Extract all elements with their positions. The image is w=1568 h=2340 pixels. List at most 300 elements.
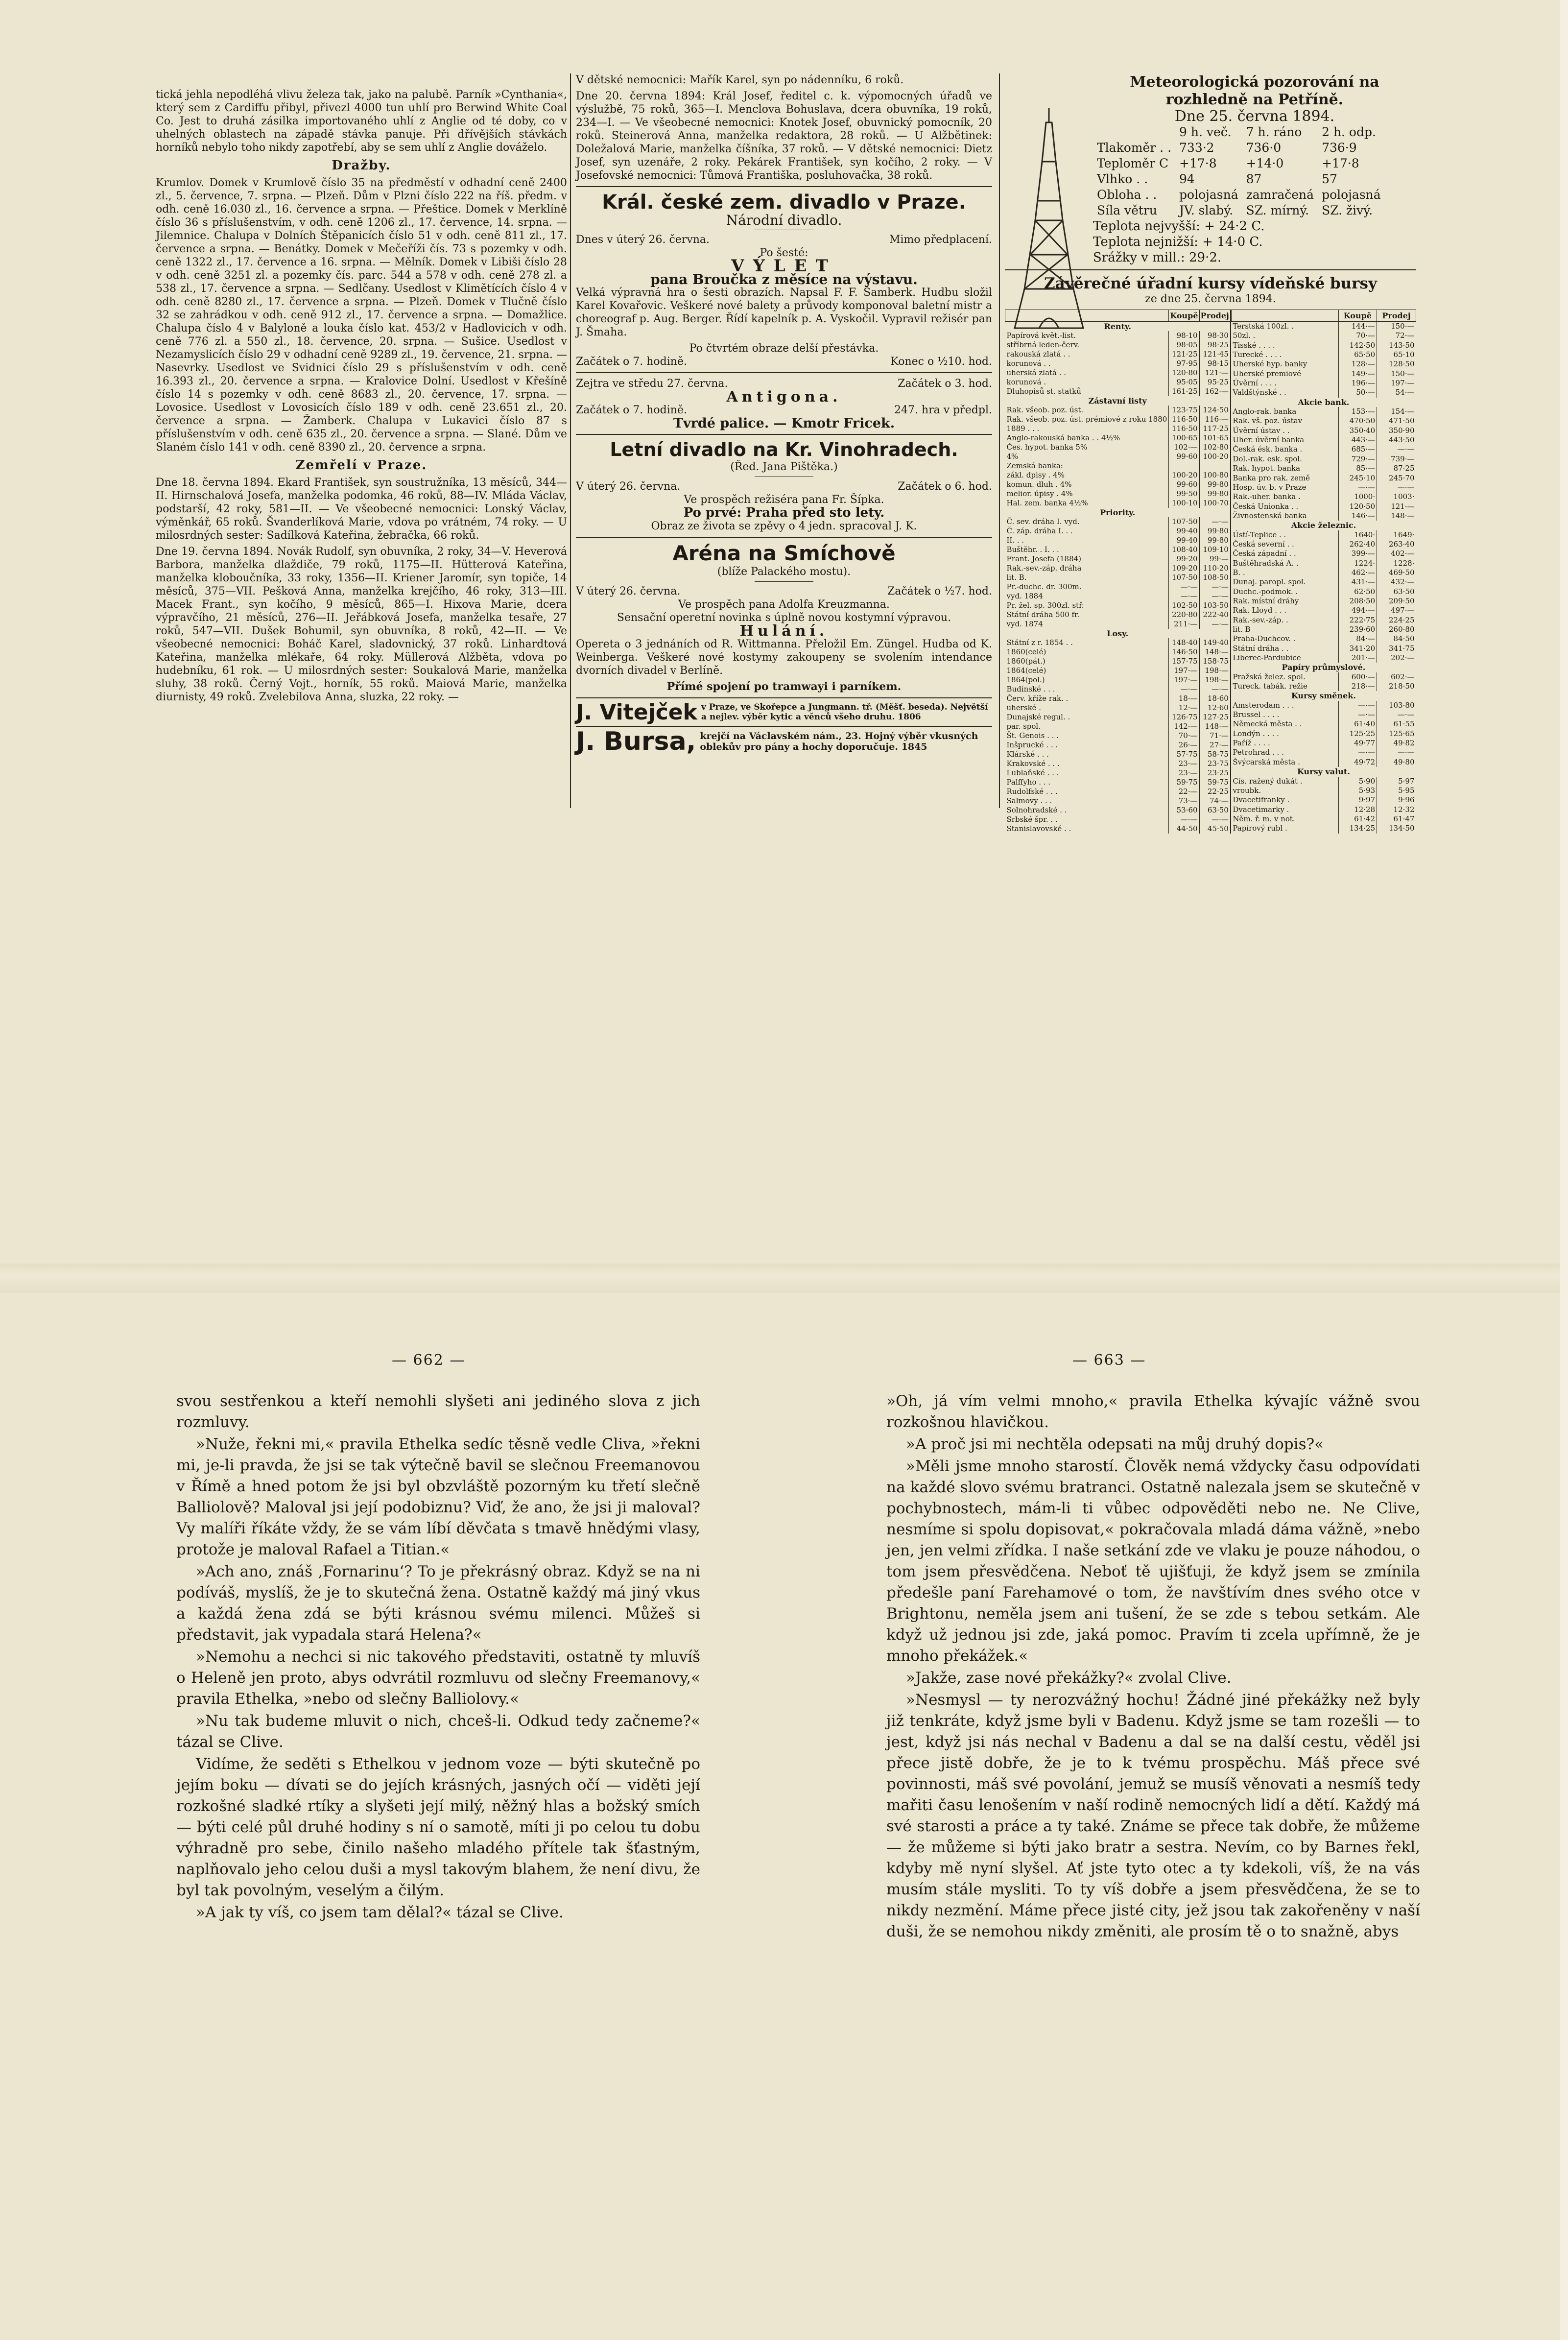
bourse-row: [1005, 564, 1231, 573]
bourse-buy: 84·—: [1338, 634, 1377, 644]
bourse-row: [1005, 685, 1231, 694]
bourse-row: [1005, 824, 1231, 834]
t4-play: Hulání.: [739, 622, 829, 640]
ad-bursa-text: krejčí na Václavském nám., 23. Hojný výběr vkusných oblekův pro pány a hochy doporučuje. 1845: [700, 731, 978, 752]
bourse-buy: 23·—: [1169, 768, 1199, 778]
bourse-security: Švýcarská města .: [1233, 757, 1300, 766]
t2-date: Zejtra ve středu 27. června.: [576, 378, 728, 390]
bourse-buy: —·—: [1338, 748, 1377, 757]
bourse-buy: —·—: [1338, 701, 1377, 710]
bourse-sell: 121·45: [1199, 350, 1231, 359]
bourse-security: Rak.-sev.-záp. .: [1233, 615, 1288, 624]
bourse-row: [1231, 653, 1416, 663]
arena-sub: (blíže Palackého mostu).: [717, 566, 851, 578]
bourse-row: [1005, 759, 1231, 768]
bourse-security: lit. B: [1233, 625, 1251, 634]
divider: [576, 186, 992, 187]
bourse-buy: 102·50: [1169, 601, 1199, 610]
column-rule: [999, 73, 1000, 808]
bourse-row: [1005, 657, 1231, 666]
bourse-security: Něm. ř. m. v not.: [1233, 814, 1295, 823]
ad-vitejcek: [576, 699, 992, 725]
meteo-value: 736·9: [1322, 141, 1357, 155]
bourse-row: [1005, 526, 1231, 536]
bourse-sell: 162·—: [1199, 387, 1231, 396]
t2-start2: Začátek o 7. hodině.: [576, 404, 687, 416]
bourse-security: Čes. hypot. banka 5%: [1006, 443, 1088, 452]
bourse-sell: 65·10: [1377, 350, 1416, 359]
bourse-security: Hal. zem. banka 4½%: [1006, 499, 1088, 507]
meteo-label: Obloha . .: [1097, 188, 1157, 202]
bourse-buy: 102·—: [1169, 443, 1199, 452]
novel-text-left: [176, 1391, 700, 2199]
t4-benefit: Ve prospěch pana Adolfa Kreuzmanna.: [678, 598, 890, 611]
bourse-sell: 150·—: [1377, 322, 1416, 332]
bourse-sell: 602·—: [1377, 672, 1416, 682]
bourse-security: Uherské premiové: [1233, 369, 1302, 378]
bourse-security: Dunaj. paropl. spol.: [1233, 577, 1306, 587]
bourse-buy: 494·—: [1338, 606, 1377, 615]
bourse-title: Závěrečné úřadní kursy vídeňské bursy: [1044, 275, 1377, 292]
t4-tram: Přímé spojení po tramwayi i parníkem.: [666, 680, 902, 693]
bourse-row: [1005, 387, 1231, 396]
bourse-buy: 142·50: [1338, 341, 1377, 350]
meteo-row: [1093, 156, 1385, 171]
bourse-security: Rak. všeob. poz. úst. prémiové z roku 1880: [1006, 415, 1167, 424]
bourse-section-row: [1231, 691, 1416, 700]
bourse-buy: 100·20: [1169, 471, 1199, 480]
bourse-sell: 103·50: [1199, 601, 1231, 610]
bourse-row: [1231, 549, 1416, 558]
bourse-buy: 600·—: [1338, 672, 1377, 682]
novel-paragraph: »Měli jsme mnoho starostí. Člověk nemá vždycky času odpovídati na každé slovo svému bratranci. Ostatně nalezala jsem se skutečně v pochybnostech, mám-li ti vůbec odpověděti nebo ne. Ne Clive, nesmíme si spolu dopisovat,« pokračovala mladá dáma vážně, »nebo jen, jen velmi zřídka. I naše setkání zde ve vlaku je pouze náhodou, o tom jsem přesvědčena. Neboť tě ujišťuji, že když jsem se zmínila předešle paní Farehamové o tom, že navštívím dnes svého otce v Brightonu, neměla jsem ani tušení, že se zde s tebou setkám. Ale když už jednou jsi zde, jaká pomoc. Pravím ti zcela upřímně, že je mnoho překážek.«: [886, 1457, 1420, 1665]
bourse-row: [1005, 694, 1231, 703]
bourse-buy: 161·25: [1169, 387, 1199, 396]
bourse-buy: 70·—: [1338, 331, 1377, 340]
bourse-sell: 121·—: [1377, 502, 1416, 511]
bourse-buy: 49·77: [1338, 739, 1377, 748]
bourse-security: Paříž . . . .: [1233, 739, 1270, 748]
bourse-header-name: [1231, 310, 1338, 322]
bourse-row: [1231, 322, 1416, 332]
bourse-sell: 218·50: [1377, 682, 1416, 691]
bourse-buy: 134·25: [1338, 824, 1377, 834]
bourse-row: [1231, 350, 1416, 359]
novel-paragraph: svou sestřenkou a kteří nemohli slyšeti ani jediného slova z jich rozmluvy.: [176, 1392, 700, 1431]
bourse-security: Živnostenská banka: [1233, 511, 1307, 520]
bourse-security: Dol.-rak. esk. spol.: [1233, 454, 1302, 463]
t1-start: Začátek o 7. hodině.: [576, 356, 687, 368]
bourse-sell: 263·40: [1377, 540, 1416, 549]
bourse-buy: 341·20: [1338, 644, 1377, 653]
novel-paragraph: »A jak ty víš, co jsem tam dělal?« tázal se Clive.: [196, 1904, 564, 1921]
bourse-row: [1231, 369, 1416, 379]
bourse-sell: 148·—: [1199, 722, 1231, 731]
bourse-buy: 95·05: [1169, 378, 1199, 387]
bourse-buy: 26·—: [1169, 740, 1199, 750]
bourse-security: Pr.-duchc. dr. 300m.: [1006, 582, 1082, 591]
bourse-buy: 97·95: [1169, 359, 1199, 368]
bourse-row: [1231, 492, 1416, 501]
bourse-security: vyd. 1874: [1006, 620, 1043, 628]
bourse-row: [1231, 445, 1416, 454]
auctions-heading: Dražby.: [332, 158, 391, 173]
bourse-row: [1005, 806, 1231, 815]
bourse-security: Rak.-uher. banka .: [1233, 492, 1301, 501]
bourse-row: [1005, 778, 1231, 787]
bourse-sell: —·—: [1377, 710, 1416, 719]
bourse-buy: 153·—: [1338, 407, 1377, 416]
bourse-sell: 134·50: [1377, 824, 1416, 834]
t4-note: Sensační operetní novinka s úplně novou kostymní výpravou.: [617, 612, 951, 624]
bourse-row: [1005, 489, 1231, 499]
bourse-buy: 85·—: [1338, 464, 1377, 473]
bourse-security: Pražská želez. spol.: [1233, 672, 1306, 681]
bourse-row: [1231, 341, 1416, 350]
bourse-buy: 120·50: [1338, 502, 1377, 511]
bourse-sell: 59·75: [1199, 778, 1231, 787]
bourse-row: [1231, 786, 1416, 795]
bourse-row: [1005, 517, 1231, 526]
bourse-sell: 148·—: [1377, 511, 1416, 521]
bourse-buy: 239·60: [1338, 625, 1377, 634]
novel-paragraph: »Nuže, řekni mi,« pravila Ethelka sedíc těsně vedle Cliva, »řekni mi, je-li pravda, že jsi se tak výtečně bavil se slečnou Freemanovou v Římě a hned potom že jsi byl obzvláště pozorným ku třetí slečně Balliolově? Maloval jsi její podobiznu? Viď, že ano, že jsi ji maloval? Vy malíři říkáte vždy, že se vám líbí děvčata s tmavě hnědými vlasy, protože je maloval Rafael a Titian.«: [176, 1435, 700, 1558]
paper-edge: [1560, 0, 1568, 2340]
bourse-security: Salmovy . . .: [1006, 796, 1052, 805]
bourse-security: Praha-Duchcov. .: [1233, 634, 1296, 644]
bourse-buy: 9·97: [1338, 795, 1377, 805]
bourse-buy: 107·50: [1169, 517, 1199, 526]
bourse-buy: [1169, 461, 1199, 471]
bourse-sell: 125·65: [1377, 729, 1416, 739]
bourse-sell: 102·80: [1199, 443, 1231, 452]
bourse-row: [1231, 511, 1416, 521]
bourse-buy: 62·50: [1338, 587, 1377, 597]
page-fold: [0, 1264, 1568, 1293]
bourse-security: Hosp. úv. b. v Praze: [1233, 482, 1307, 492]
bourse-buy: 100·65: [1169, 433, 1199, 443]
bourse-security: Turecké . . . .: [1233, 350, 1282, 359]
bourse-row: [1231, 710, 1416, 719]
bourse-buy: 99·20: [1169, 554, 1199, 564]
bourse-sell: 5·97: [1377, 777, 1416, 786]
bourse-buy: 99·50: [1169, 489, 1199, 499]
t4-desc: Opereta o 3 jednáních od R. Wittmanna. Přeložil Em. Züngel. Hudba od K. Weinberga. Veškeré nové kostymy zakoupeny se svolením intendance dvorních divadel v Berlíně.: [576, 638, 992, 677]
bourse-sell: 148·—: [1199, 647, 1231, 657]
bourse-buy: 18·—: [1169, 694, 1199, 703]
bourse-buy: 98·05: [1169, 340, 1199, 350]
bourse-sell: —·—: [1199, 620, 1231, 629]
bourse-buy: 201·—: [1338, 653, 1377, 663]
meteo-value: +14·0: [1246, 156, 1284, 170]
novel-paragraph: »Nemohu a nechci si nic takového představiti, ostatně ty mluvíš o Heleně jen proto, abys odvrátil rozmluvu od slečny Freemanovy,« pravila Ethelka, »nebo od slečny Balliolovy.«: [176, 1648, 700, 1708]
bourse-row: [1231, 530, 1416, 540]
meteo-col: 2 h. odp.: [1322, 125, 1376, 139]
bourse-buy: 1640·: [1338, 530, 1377, 540]
bourse-security: Tureck. tabák. režie: [1233, 682, 1307, 691]
meteo-value: polojasná: [1322, 188, 1381, 202]
bourse-sell: 99·80: [1199, 489, 1231, 499]
bourse-security: Státní dráha 500 fr.: [1006, 610, 1080, 619]
bourse-row: [1231, 625, 1416, 634]
deaths-june-20: Dne 20. června 1894: Král Josef, ředitel c. k. výpomocných úřadů ve výslužbě, 75 roků, 365—I. Menclova Bohuslava, dcera obuvníka, 19 roků, 234—I. — Ve všeobecné nemocnici: Knotek Josef, obuvnický pomocník, 20 roků. Steinerová Anna, manželka redaktora, 28 roků. — U Alžbětinek: Doležalová Marie, manželka číšníka, 37 roků. — V dětské nemocnici: Dietz Josef, syn uzenáře, 2 roky. Pekárek František, syn kočího, 2 roky. — V Josefovské nemocnici: Tůmová Františka, posluhovačka, 38 roků.: [576, 90, 992, 182]
bourse-sell: 149·40: [1199, 638, 1231, 647]
bourse-row: [1231, 777, 1416, 786]
bourse-sell: 222·40: [1199, 610, 1231, 620]
bourse-row: [1231, 416, 1416, 426]
arena-title: Aréna na Smíchově: [672, 541, 896, 565]
bourse-security: Dluhopisů st. statků: [1006, 387, 1081, 396]
national-theatre-sub: Národní divadlo.: [726, 212, 842, 228]
deaths-june-18: Dne 18. června 1894. Ekard František, syn soustružníka, 13 měsíců, 344—II. Hirnschalová Josefa, manželka podomka, 46 roků, 88—IV. Mláda Václav, podstarší, 42 roky, 581—II. — Ve všeobecné nemocnici: Lonský Václav, výměnkář, 65 roků. Švanderlíková Marie, vdova po vrátném, 74 roky. — U milosrdných sester: Sadílková Kateřina, žebračka, 66 roků.: [156, 477, 567, 542]
novel-paragraph: »Ach ano, znáš ‚Fornarinu‘? To je překrásný obraz. Když se na ni podíváš, myslíš, že je to skutečná žena. Ostatně každý má jiný vkus a každá žena zdá se býti krásnou svému milenci. Můžeš si představit, jak vypadala stará Helena?«: [176, 1563, 700, 1644]
bourse-row: [1231, 701, 1416, 710]
bourse-sell: 63·50: [1377, 587, 1416, 597]
auctions-text: Krumlov. Domek v Krumlově číslo 35 na předměstí v odhadní ceně 2400 zl., 5. července, 7. srpna. — Plzeň. Dům v Plzni číslo 222 na říš. předm. v odh. ceně 16.030 zl., 16. července a srpna. — Přeštice. Domek v Merklíně číslo 36 s příslušenstvím, v odh. ceně 1206 zl., 17. července, 14. srpna. — Jilemnice. Chalupa v Dolních Štěpanicích číslo 51 v odh. ceně 811 zl., 17. července a srpna. — Benátky. Domek v Mečeříži čís. 73 s pozemky v odh. ceně 1322 zl., 17. července a 16. srpna. — Mělník. Domek v Libiši číslo 28 v odh. ceně 3251 zl. a pozemky čís. parc. 544 a 578 v odh. ceně 278 zl. a 538 zl., 17. července a srpna. — Sedlčany. Usedlost v Klimětících číslo 4 v odh. ceně 8280 zl., 17. července a srpna. — Plzeň. Domek v Tlučně číslo 32 se zahrádkou v odh. ceně 912 zl., 17. července a srpna. — Domažlice. Chalupa číslo 4 v Balyloně a louka číslo kat. 453/2 v Hadlovicích v odh. ceně 776 zl. a 550 zl., 18. července, 20. srpna. — Sušice. Usedlost v Nezamyslicích číslo 29 v odhadní ceně 9289 zl., 19. července, 21. srpna. — Nasevrky. Usedlost ve Svidnici číslo 29 s příslušenstvím v odh. ceně 16.393 zl., 20. července a srpna. — Kralovice Dolní. Usedlost v Křešíně číslo 14 s pozemky v odh. ceně 8683 zl., 20. července, 17. srpna. — Lovosice. Usedlost v Lovosicích číslo 189 v odh. ceně 23.651 zl., 20. července a srpna. — Žamberk. Chalupa v Lukavici číslo 87 s příslušenstvím v odh. ceně 635 zl., 20. července a srpna. — Slané. Dům ve Slaném číslo 141 v odh. ceně 8390 zl., 20. července a srpna.: [156, 177, 567, 454]
bourse-sell: 1003·: [1377, 492, 1416, 501]
bourse-sell: 98·30: [1199, 331, 1231, 340]
bourse-buy: —·—: [1338, 483, 1377, 492]
bourse-sell: 100·20: [1199, 452, 1231, 461]
bourse-sell: 99·—: [1199, 554, 1231, 564]
bourse-row: [1005, 536, 1231, 545]
bourse-header: [1231, 310, 1416, 322]
bourse-buy: 443·—: [1338, 435, 1377, 445]
bourse-sell: 99·80: [1199, 536, 1231, 545]
bourse-sell: 54·—: [1377, 388, 1416, 397]
bourse-row: [1005, 713, 1231, 722]
bourse-security: Londýn . . . .: [1233, 729, 1279, 738]
bourse-sell: 341·75: [1377, 644, 1416, 653]
bourse-buy: 50·—: [1338, 388, 1377, 397]
bourse-sell: 84·50: [1377, 634, 1416, 644]
bourse-security: 4%: [1006, 452, 1019, 461]
bourse-security: 1860(celé): [1006, 647, 1046, 656]
bourse-security: Česká severní . .: [1233, 539, 1294, 549]
bourse-security: Státní z r. 1854 . .: [1006, 638, 1073, 647]
meteo-label: Teploměr C: [1097, 156, 1169, 170]
bourse-sell: 9·96: [1377, 795, 1416, 805]
bourse-row: [1231, 672, 1416, 682]
bourse-row: [1005, 787, 1231, 796]
bourse-row: [1231, 606, 1416, 615]
t1-play2: pana Broučka z měsíce na výstavu.: [650, 271, 918, 287]
bourse-security: Duchc.-podmok. .: [1233, 587, 1298, 596]
bourse-buy: 126·75: [1169, 713, 1199, 722]
bourse-buy: 99·40: [1169, 536, 1199, 545]
bourse-row: [1005, 796, 1231, 806]
bourse-security: 1860(pát.): [1006, 657, 1045, 666]
bourse-section-label: Papíry průmyslové.: [1282, 663, 1366, 672]
deaths-heading: Zemřelí v Praze.: [295, 458, 428, 473]
bourse-sell: 350·90: [1377, 426, 1416, 435]
bourse-security: Ústí-Teplice . .: [1233, 530, 1286, 539]
meteo-value: 57: [1322, 172, 1337, 186]
t1-end: Konec o ½10. hod.: [890, 356, 992, 368]
bourse-sell: 471·50: [1377, 416, 1416, 426]
bourse-sell: 143·50: [1377, 341, 1416, 350]
novel-paragraph: »A proč jsi mi nechtěla odepsati na můj druhý dopis?«: [906, 1435, 1324, 1453]
bourse-security: Červ. kříže rak. .: [1006, 694, 1069, 703]
bourse-row: [1005, 740, 1231, 750]
bourse-buy: 120·80: [1169, 368, 1199, 378]
bourse-row: [1005, 415, 1231, 424]
bourse-sell: 49·80: [1377, 758, 1416, 767]
divider: [576, 372, 992, 373]
bourse-sell: 198·—: [1199, 675, 1231, 685]
bourse-sell: 58·75: [1199, 750, 1231, 759]
bourse-buy: 470·50: [1338, 416, 1377, 426]
bourse-buy: 123·75: [1169, 406, 1199, 415]
bourse-buy: 685·—: [1338, 445, 1377, 454]
bourse-table-left: [1005, 310, 1231, 834]
bourse-row: [1231, 805, 1416, 814]
bourse-buy: 57·75: [1169, 750, 1199, 759]
divider: [576, 537, 992, 538]
bourse-buy: 197·—: [1169, 666, 1199, 675]
bourse-header-sell: Prodej: [1199, 310, 1231, 322]
bourse-sell: 469·50: [1377, 568, 1416, 577]
bourse-row: [1231, 568, 1416, 577]
bourse-security: 1864(celé): [1006, 666, 1046, 675]
bourse-buy: 729·—: [1338, 454, 1377, 464]
bourse-sell: 443·50: [1377, 435, 1416, 445]
bourse-buy: 99·40: [1169, 526, 1199, 536]
bourse-buy: —·—: [1169, 582, 1199, 592]
bourse-sell: 197·—: [1377, 379, 1416, 388]
ad-vitejcek-text: v Praze, ve Skořepce a Jungmann. tř. (Měšť. beseda). Největší a nejlev. výběr kytic a věnců všeho druhu. 1806: [701, 702, 988, 722]
bourse-security: Rudolfské . . .: [1006, 787, 1058, 796]
t1-date: Dnes v úterý 26. června.: [576, 234, 710, 246]
t3-start: Začátek o 6. hod.: [898, 480, 992, 493]
bourse-row: [1231, 388, 1416, 397]
temp-max: Teplota nejvyšší: + 24·2 C.: [1093, 219, 1265, 234]
bourse-row: [1005, 433, 1231, 443]
bourse-sell: 108·50: [1199, 573, 1231, 582]
bourse-buy: 196·—: [1338, 379, 1377, 388]
bourse-row: [1231, 407, 1416, 416]
novel-text-right: [886, 1391, 1420, 2248]
bourse-security: rakouská zlatá . .: [1006, 350, 1070, 358]
bourse-sell: 23·75: [1199, 759, 1231, 768]
bourse-row: [1231, 331, 1416, 340]
bourse-row: [1231, 634, 1416, 644]
t1-play: VÝLET: [731, 256, 837, 276]
bourse-sell: 71·—: [1199, 731, 1231, 740]
bourse-buy: 70·—: [1169, 731, 1199, 740]
bourse-sell: 12·32: [1377, 805, 1416, 814]
bourse-row: [1231, 379, 1416, 388]
bourse-security: Cís. ražený dukát .: [1233, 776, 1303, 786]
bourse-sell: 99·80: [1199, 480, 1231, 489]
bourse-sell: 245·70: [1377, 474, 1416, 483]
bourse-rows-left: [1005, 322, 1231, 834]
bourse-sell: 23·25: [1199, 768, 1231, 778]
bourse-buy: 5·93: [1338, 786, 1377, 795]
page-number-right: — 663 —: [1072, 1352, 1146, 1369]
bourse-sell: —·—: [1377, 483, 1416, 492]
bourse-buy: —·—: [1169, 592, 1199, 601]
t3-date: V úterý 26. června.: [576, 480, 681, 493]
bourse-row: [1005, 601, 1231, 610]
bourse-row: [1005, 582, 1231, 592]
bourse-sell: —·—: [1377, 445, 1416, 454]
bourse-buy: 197·—: [1169, 675, 1199, 685]
t3-row: [576, 480, 992, 493]
column-news: [156, 88, 567, 808]
bourse-row: [1231, 719, 1416, 729]
summer-theatre-sub: (Řed. Jana Pištěka.): [730, 461, 838, 473]
bourse-buy: 1000·: [1338, 492, 1377, 501]
bourse-security: Buštěhradská A. .: [1233, 558, 1299, 568]
bourse-buy: 146·50: [1169, 647, 1199, 657]
meteo-value: JV. slabý.: [1179, 203, 1234, 217]
novel-paragraph: »Nesmysl — ty nerozvážný hochu! Žádné jiné překážky než byly již tenkráte, když jsme byli v Badenu. Když jsme se tam rozešli — to jest, když jsi nás nechal v Badenu a dal se na další cestu, věděl jsi přece jistě dobře, že je to k tvému prospěchu. Máš přece své povinnosti, máš své povolání, jemuž se musíš věnovati a nesmíš tedy mařiti času lenošením v naší rodině nemocných lidí a dětí. Každý má své starosti a práce a ty také. Známe se přece tak dobře, že můžeme — že můžeme si býti jako bratr a sestra. Nevím, co by Barnes řekl, kdyby mě nyní slyšel. Ať jste tyto otec a ty kdekoli, víš, že na vás musím stále mysliti. To ty víš dobře a jsem přesvědčena, že se to nikdy nezmění. Máme přece jisté city, jež jsou tak zakořeněny v naší duši, že se nemohou nikdy změniti, ale prosím tě o to snažně, abys: [886, 1691, 1420, 1940]
meteo-row: [1093, 187, 1385, 203]
divider: [576, 434, 992, 435]
bourse-row: [1005, 554, 1231, 564]
bourse-row: [1231, 758, 1416, 767]
bourse-security: stříbrná leden-červ.: [1006, 340, 1080, 349]
bourse-row: [1005, 750, 1231, 759]
bourse-security: Št. Genois . . .: [1006, 731, 1059, 740]
bourse-sell: 103·80: [1377, 701, 1416, 710]
bourse-row: [1005, 675, 1231, 685]
t3-first: Po prvé: Praha před sto lety.: [683, 505, 885, 520]
bourse-security: Amsterodam . . .: [1233, 700, 1294, 710]
bourse-sell: 1228·: [1377, 559, 1416, 568]
bourse-sell: 74·—: [1199, 796, 1231, 806]
bourse-row: [1231, 729, 1416, 739]
bourse-security: Úvěrní . . . .: [1233, 379, 1277, 388]
t2-play2: Tvrdé palice. — Kmotr Fricek.: [673, 416, 895, 431]
bourse-buy: 107·50: [1169, 573, 1199, 582]
bourse-row: [1005, 480, 1231, 489]
bourse-row: [1005, 815, 1231, 824]
bourse-row: [1231, 454, 1416, 464]
bourse-row: [1005, 499, 1231, 508]
bourse-buy: 22·—: [1169, 787, 1199, 796]
bourse-security: par. spol.: [1006, 722, 1041, 731]
bourse-row: [1005, 378, 1231, 387]
bourse-security: Státní dráha . .: [1233, 644, 1289, 653]
t1-interval: Po čtvrtém obraze delší přestávka.: [689, 342, 879, 355]
bourse-security: Úvěrní ústav . .: [1233, 426, 1290, 435]
bourse-security: II. . .: [1006, 536, 1024, 545]
rainfall: Srážky v mill.: 29·2.: [1093, 250, 1222, 265]
bourse-security: melior. úpisy . 4%: [1006, 489, 1073, 498]
bourse-row: [1231, 587, 1416, 597]
short-rule: [755, 581, 813, 582]
coal-article: tická jehla nepodléhá vlivu železa tak, jako na palubě. Parník »Cynthania«, který sem z Cardiffu přibyl, přivezl 4000 tun uhlí pro Berwind White Coal Co. Jest to druhá zásilka importovaného uhlí z Anglie od té doby, co v uhelných oblastech na západě stávka panuje. Při dřívějších stávkách horníků nebylo toho nikdy zapotřebí, aby se sem uhlí z Anglie dováželo.: [156, 89, 567, 154]
bourse-row: [1005, 350, 1231, 359]
bourse-security: Solnohradské . .: [1006, 806, 1067, 814]
bourse-sell: 127·25: [1199, 713, 1231, 722]
bourse-row: [1231, 597, 1416, 606]
bourse-sell: 739·—: [1377, 454, 1416, 464]
bourse-buy: 350·40: [1338, 426, 1377, 435]
t4-row: [576, 585, 992, 598]
bourse-security: uherská zlatá . .: [1006, 368, 1067, 377]
bourse-security: Anglo-rakouská banka . . 4½%: [1006, 433, 1120, 442]
deaths-june-19: Dne 19. června 1894. Novák Rudolf, syn obuvníka, 2 roky, 34—V. Heverová Barbora, manželka dlaždiče, 79 roků, 1175—II. Hütterová Kateřina, manželka kloboučníka, 33 roky, 1356—II. Kriener Jaromír, syn topiče, 14 měsíců, 375—VII. Pešková Anna, manželka krejčího, 46 roky, 313—III. Macek Frant., syn kočího, 9 měsíců, 865—I. Hixova Marie, dcera výpravčího, 21 měsíců, 276—II. Jeřábková Josefa, manželka tesaře, 27 roků, 547—VII. Dušek Bohumil, syn obuvníka, 8 roků, 42—II. — Ve všeobecné nemocnici: Boháč Karel, sladovnický, 37 roků. Linhardtová Kateřina, manželka mlékaře, 64 roky. Müllerová Alžběta, vdova po hudebníku, 61 rok. — U milosrdných sester: Soukalová Marie, manželka sluhy, 38 roků. Černý Vojt., horník, 55 roků. Maiová Marie, manželka diurnisty, 49 roků. Zvelebilova Anna, sluzka, 22 roky. —: [156, 546, 567, 703]
bourse-sell: 1649·: [1377, 530, 1416, 540]
bourse-row: [1005, 443, 1231, 452]
bourse-section-label: Renty.: [1104, 322, 1131, 331]
meteo-value: SZ. živý.: [1322, 203, 1373, 217]
bourse-buy: 65·50: [1338, 350, 1377, 359]
ad-vitejcek-name: J. Vitejček: [576, 699, 697, 725]
